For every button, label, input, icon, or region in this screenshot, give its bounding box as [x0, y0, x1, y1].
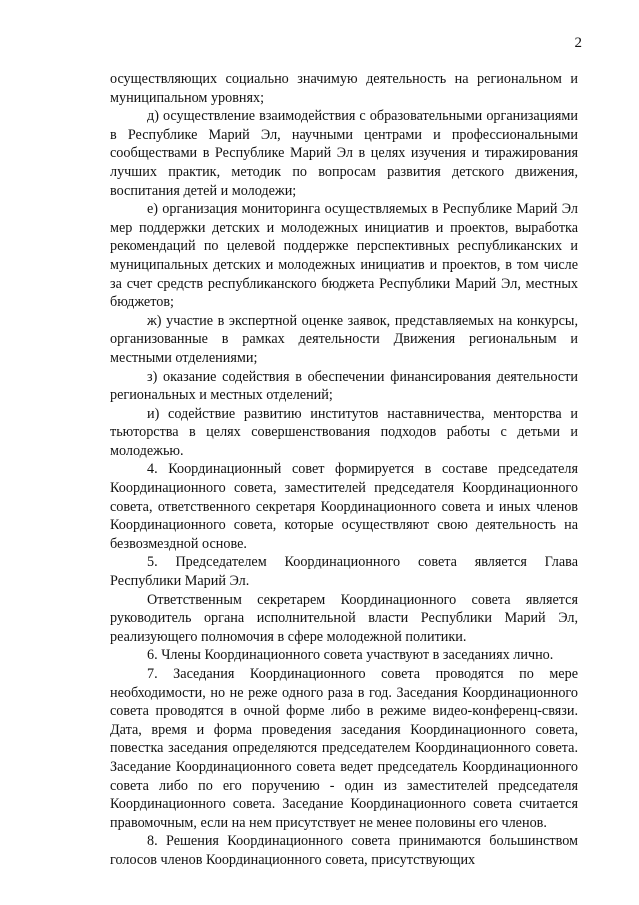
paragraph-item-zh: ж) участие в экспертной оценке заявок, представляемых на конкурсы, организованные в рамках деятельности Движения региональным и местными отделениями; [110, 312, 578, 366]
paragraph-clause-7: 7. Заседания Координационного совета проводятся по мере необходимости, но не реже одного раза в год. Заседания Координационного совета проводятся в очной форме либо в режиме видео-конференц-связи. Дата, время и форма проведения заседания Координационного совета, повестка заседания определяются председателем Координационного совета. Заседание Координационного совета ведет председатель Координационного совета либо по его поручению - один из заместителей председателя Координационного совета. Заседание Координационного совета считается правомочным, если на нем присутствует не менее половины его членов. [110, 666, 578, 831]
page-number: 2 [574, 35, 582, 51]
paragraph-clause-5: 5. Председателем Координационного совета является Глава Республики Марий Эл. [110, 554, 578, 590]
paragraph-item-d: д) осуществление взаимодействия с образовательными организациями в Республике Марий Эл, научными центрами и профессиональными сообществами в Республике Марий Эл в целях изучения и тиражирования лучших практик, методик по вопросам развития детского движения, воспитания детей и молодежи; [110, 108, 578, 199]
paragraph-clause-6: 6. Члены Координационного совета участвуют в заседаниях лично. [147, 647, 554, 664]
paragraph-clause-4: 4. Координационный совет формируется в составе председателя Координационного совета, заместителей председателя Координационного совета, ответственного секретаря Координационного совета и иных членов Координационного совета, которые осуществляют свою деятельность на безвозмездной основе. [110, 461, 578, 552]
paragraph-item-i: и) содействие развитию институтов наставничества, менторства и тьюторства в целях совершенствования подходов работы с детьми и молодежью. [110, 405, 578, 459]
paragraph-clause-8: 8. Решения Координационного совета принимаются большинством голосов членов Координационного совета, присутствующих [110, 833, 578, 868]
paragraph-secretary: Ответственным секретарем Координационного совета является руководитель органа исполнительной власти Республики Марий Эл, реализующего полномочия в сфере молодежной политики. [110, 591, 578, 645]
paragraph-continuation: осуществляющих социально значимую деятельность на региональном и муниципальном уровнях; [110, 71, 578, 106]
document-body [110, 70, 578, 870]
paragraph-item-z: з) оказание содействия в обеспечении финансирования деятельности региональных и местных отделений; [110, 368, 578, 404]
paragraph-item-e: е) организация мониторинга осуществляемых в Республике Марий Эл мер поддержки детских и молодежных инициатив и проектов, выработка рекомендаций по целевой поддержке перспективных республиканских и муниципальных детских и молодежных инициатив и проектов, в том числе за счет средств республиканского бюджета Республики Марий Эл, местных бюджетов; [110, 201, 578, 311]
